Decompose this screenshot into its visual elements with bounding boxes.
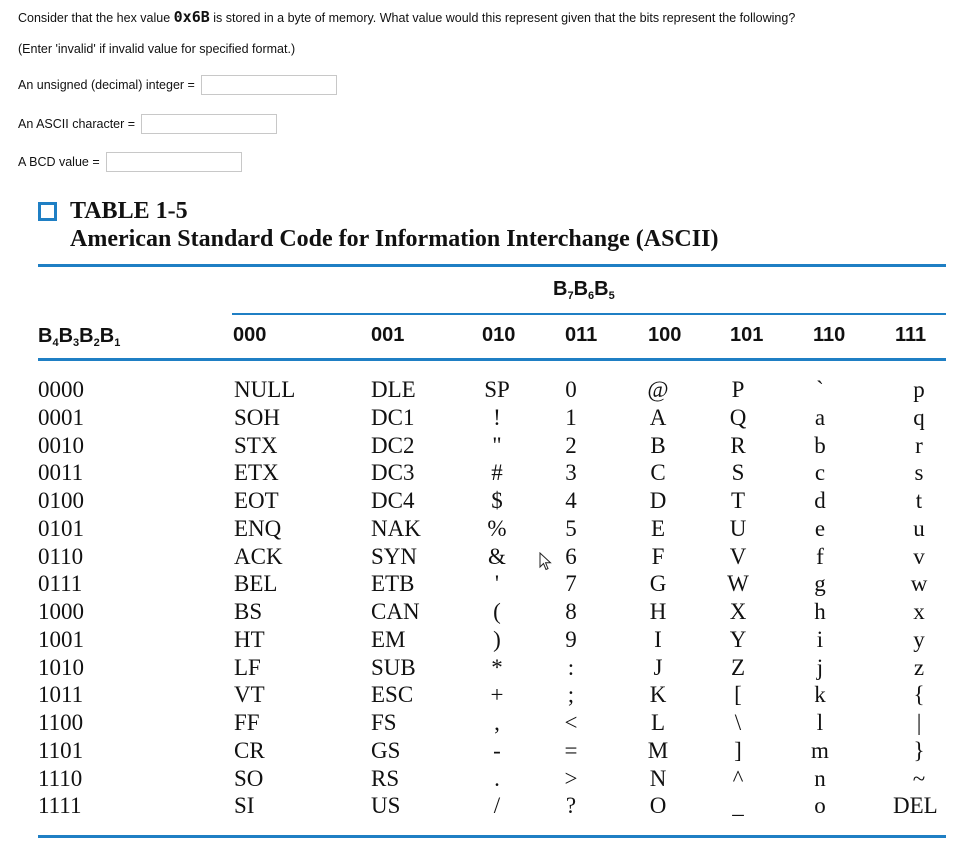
table-cell: CAN: [371, 599, 420, 624]
column-header: 101: [730, 324, 764, 346]
table-cell: {: [913, 682, 925, 708]
table-cell: 0: [565, 377, 577, 402]
table-cell: EOT: [234, 488, 279, 513]
table-cell: ESC: [371, 682, 414, 708]
table-cell: EM: [371, 626, 406, 652]
table-top-rule: [38, 264, 946, 267]
mouse-pointer-icon: [539, 552, 553, 572]
column-header: 011: [565, 324, 598, 346]
table-cell: Z: [730, 654, 746, 680]
table-cell: m: [811, 737, 829, 763]
table-cell: %: [487, 515, 507, 541]
table-cell: SUB: [371, 654, 416, 680]
table-cell: 3: [565, 460, 577, 486]
table-group-rule: [232, 313, 946, 315]
bcd-value-row: [18, 152, 242, 172]
ascii-character-label: An ASCII character =: [18, 117, 136, 131]
table-cell: n: [814, 765, 826, 791]
table-cell: x: [913, 599, 925, 624]
row-code-cell: 0001: [38, 404, 84, 430]
table-cell: VT: [234, 682, 265, 708]
table-cell: w: [910, 571, 928, 597]
table-cell: BS: [234, 599, 263, 624]
table-cell: >: [564, 765, 578, 791]
bcd-value-input[interactable]: [106, 152, 242, 172]
question-suffix: is stored in a byte of memory. What value would this represent given that the bits represent the following?: [209, 11, 796, 25]
table-cell: CR: [234, 737, 265, 763]
table-cell: *: [491, 654, 503, 680]
table-cell: !: [493, 404, 501, 430]
table-cell: ^: [732, 765, 744, 791]
table-cell: U: [729, 515, 747, 541]
table-cell: $: [491, 488, 503, 513]
table-cell: SO: [234, 765, 264, 791]
row-code-cell: 1110: [38, 765, 83, 791]
row-group-header: $B_4B_3B_2B_1$: [38, 325, 121, 349]
column-header: 111: [895, 324, 927, 346]
table-cell: z: [913, 654, 925, 680]
table-cell: g: [814, 571, 826, 597]
table-cell: DC2: [371, 432, 415, 458]
ascii-character-input[interactable]: [141, 114, 277, 134]
table-cell: O: [649, 793, 667, 819]
table-cell: G: [649, 571, 667, 597]
row-code-cell: 0110: [38, 543, 84, 569]
table-cell: V: [729, 543, 747, 569]
table-cell: F: [651, 543, 665, 569]
table-cell: [: [734, 682, 742, 708]
unsigned-integer-label: An unsigned (decimal) integer =: [18, 78, 195, 92]
column-group-header: $B_7B_6B_5$: [553, 278, 615, 302]
table-cell: _: [732, 793, 744, 819]
table-cell: h: [814, 599, 826, 624]
table-cell: 1: [565, 404, 577, 430]
table-cell: P: [731, 377, 745, 402]
table-cell: ETX: [234, 460, 279, 486]
table-cell: 8: [565, 599, 577, 624]
column-header: 100: [648, 324, 682, 346]
row-code-cell: 1011: [38, 682, 84, 708]
table-cell: c: [814, 460, 826, 486]
row-code-cell: 0101: [38, 515, 84, 541]
table-cell: D: [649, 488, 667, 513]
row-code-cell: 1111: [38, 793, 82, 819]
table-cell: ETB: [371, 571, 415, 597]
table-cell: l: [816, 710, 824, 735]
table-cell: FS: [371, 710, 397, 735]
table-cell: q: [913, 404, 925, 430]
table-cell: ": [492, 432, 502, 458]
table-cell: j: [816, 654, 824, 680]
table-cell: E: [650, 515, 666, 541]
table-cell: r: [915, 432, 923, 458]
table-cell: ~: [912, 765, 926, 791]
table-cell: d: [814, 488, 826, 513]
table-cell: f: [816, 543, 824, 569]
table-cell: H: [649, 599, 667, 624]
table-cell: M: [647, 737, 669, 763]
table-cell: ): [493, 626, 501, 652]
table-caption: American Standard Code for Information Interchange (ASCII): [70, 226, 719, 252]
table-cell: i: [816, 626, 824, 652]
table-cell: (: [493, 599, 501, 624]
table-cell: ?: [565, 793, 577, 819]
table-cell: u: [913, 515, 925, 541]
table-cell: ;: [567, 682, 575, 708]
row-code-cell: 0010: [38, 432, 84, 458]
table-cell: DC3: [371, 460, 415, 486]
unsigned-integer-row: [18, 75, 337, 95]
bcd-value-label: A BCD value =: [18, 155, 100, 169]
table-cell: b: [814, 432, 826, 458]
table-cell: a: [814, 404, 826, 430]
table-cell: e: [814, 515, 826, 541]
table-cell: DC4: [371, 488, 415, 513]
table-cell: k: [814, 682, 826, 708]
table-cell: 2: [565, 432, 577, 458]
table-cell: t: [915, 488, 923, 513]
table-cell: W: [727, 571, 749, 597]
question-text: [18, 9, 795, 27]
table-cell: <: [564, 710, 578, 735]
table-cell: S: [731, 460, 745, 486]
row-code-cell: 0000: [38, 377, 84, 402]
table-cell: DEL: [893, 793, 938, 819]
table-cell: o: [814, 793, 826, 819]
table-cell: &: [488, 543, 506, 569]
row-code-cell: 0111: [38, 571, 83, 597]
table-cell: ,: [494, 710, 500, 735]
table-cell: SOH: [234, 404, 281, 430]
table-cell: p: [913, 377, 925, 402]
ascii-character-row: [18, 114, 277, 134]
table-cell: B: [650, 432, 666, 458]
table-cell: `: [816, 377, 824, 402]
table-cell: Q: [729, 404, 747, 430]
table-cell: }: [913, 737, 925, 763]
column-header: 010: [482, 324, 516, 346]
table-cell: 7: [565, 571, 577, 597]
table-bottom-rule: [38, 835, 946, 838]
hex-value: 0x6B: [173, 8, 210, 26]
row-code-cell: 1100: [38, 710, 84, 735]
table-cell: :: [567, 654, 575, 680]
table-cell: K: [649, 682, 667, 708]
table-cell: NAK: [371, 515, 421, 541]
table-cell: #: [491, 460, 503, 486]
table-cell: FF: [234, 710, 260, 735]
table-cell: ENQ: [234, 515, 282, 541]
table-cell: 4: [565, 488, 577, 513]
table-cell: BEL: [234, 571, 278, 597]
table-cell: 6: [565, 543, 577, 569]
table-cell: DLE: [371, 377, 416, 402]
table-header-rule: [38, 358, 946, 361]
table-cell: SP: [484, 377, 510, 402]
table-cell: RS: [371, 765, 400, 791]
table-cell: +: [490, 682, 504, 708]
column-header: 001: [371, 324, 405, 346]
table-cell: NULL: [234, 377, 296, 402]
table-cell: ]: [734, 737, 742, 763]
table-cell: R: [730, 432, 746, 458]
unsigned-integer-input[interactable]: [201, 75, 337, 95]
table-cell: DC1: [371, 404, 415, 430]
table-cell: 5: [565, 515, 577, 541]
table-cell: A: [649, 404, 667, 430]
row-code-cell: 1101: [38, 737, 84, 763]
question-prefix: Consider that the hex value: [18, 11, 174, 25]
table-cell: T: [730, 488, 746, 513]
table-cell: s: [914, 460, 924, 486]
column-header: 110: [813, 324, 846, 346]
table-cell: /: [493, 793, 501, 819]
table-cell: SYN: [371, 543, 418, 569]
table-cell: |: [916, 710, 922, 735]
table-cell: X: [729, 599, 747, 624]
row-code-cell: 1001: [38, 626, 84, 652]
column-header: 000: [233, 324, 267, 346]
table-label: TABLE 1-5: [70, 198, 188, 224]
table-cell: ': [494, 571, 500, 597]
table-cell: v: [913, 543, 925, 569]
instruction-note: (Enter 'invalid' if invalid value for specified format.): [18, 42, 296, 56]
row-code-cell: 1010: [38, 654, 84, 680]
table-cell: =: [564, 737, 578, 763]
table-cell: L: [650, 710, 666, 735]
table-cell: y: [913, 626, 925, 652]
row-code-cell: 0011: [38, 460, 84, 486]
table-cell: .: [494, 765, 500, 791]
row-code-cell: 1000: [38, 599, 84, 624]
table-cell: C: [650, 460, 666, 486]
table-cell: STX: [234, 432, 278, 458]
table-cell: N: [649, 765, 667, 791]
row-code-cell: 0100: [38, 488, 84, 513]
table-cell: I: [654, 626, 662, 652]
table-cell: J: [653, 654, 663, 680]
table-cell: SI: [234, 793, 255, 819]
table-cell: 9: [565, 626, 577, 652]
table-cell: Y: [729, 626, 747, 652]
table-square-icon: [38, 202, 57, 221]
table-cell: LF: [234, 654, 261, 680]
table-cell: GS: [371, 737, 401, 763]
table-cell: @: [647, 377, 669, 402]
table-cell: -: [493, 737, 501, 763]
table-cell: \: [734, 710, 742, 735]
table-cell: US: [371, 793, 401, 819]
table-cell: ACK: [234, 543, 283, 569]
table-cell: HT: [234, 626, 265, 652]
